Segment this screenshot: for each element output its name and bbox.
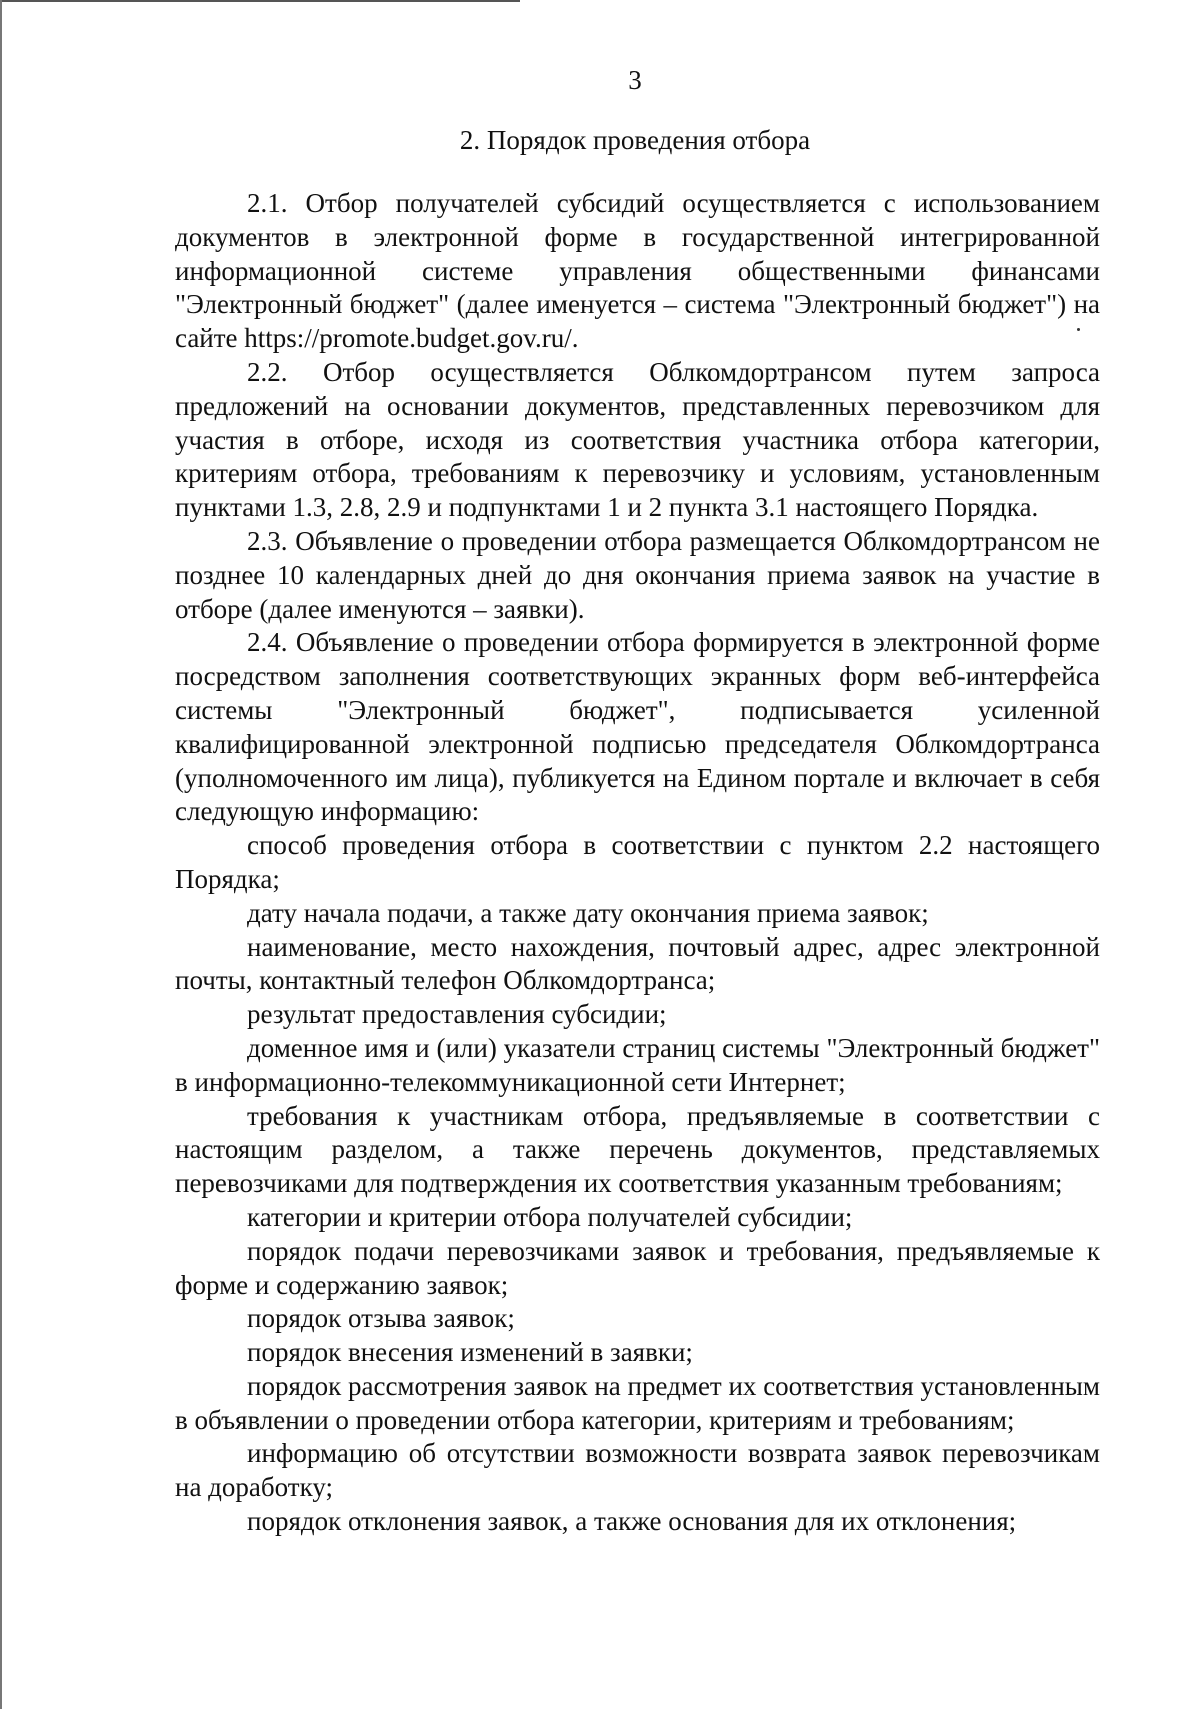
scan-left-edge xyxy=(0,0,2,1709)
list-item-requirements: требования к участникам отбора, предъявляемые в соответствии с настоящим разделом, а также перечень документов, представляемых перевозчиками для подтверждения их соответствия указанным требованиям; xyxy=(175,1100,1100,1199)
scan-top-edge xyxy=(0,0,520,2)
list-item-domain: доменное имя и (или) указатели страниц системы "Электронный бюджет" в информационно-телекоммуникационной сети Интернет; xyxy=(175,1032,1100,1097)
paragraph-2-4: 2.4. Объявление о проведении отбора формируется в электронной форме посредством заполнения соответствующих экранных форм веб-интерфейса системы "Электронный бюджет", подписывается усиленной квалифицированной электронной подписью председателя Облкомдортранса (уполномоченного им лица), публикуется на Едином портале и включает в себя следующую информацию: xyxy=(175,627,1100,827)
paragraph-2-1: 2.1. Отбор получателей субсидий осуществляется с использованием документов в электронной форме в государственной интегрированной информационной системе управления общественными финансами "Электронный бюджет" (далее именуется – система "Электронный бюджет") на сайте https://promote.budget.gov.ru/. xyxy=(175,188,1100,354)
list-item-no-return: информацию об отсутствии возможности возврата заявок перевозчикам на доработку; xyxy=(175,1438,1100,1503)
list-item-withdrawal: порядок отзыва заявок; xyxy=(247,1303,515,1334)
list-item-dates: дату начала подачи, а также дату окончания приема заявок; xyxy=(247,897,929,928)
list-item-result: результат предоставления субсидии; xyxy=(247,999,667,1030)
list-item-review: порядок рассмотрения заявок на предмет их соответствия установленным в объявлении о проведении отбора категории, критериям и требованиям; xyxy=(175,1370,1100,1435)
list-item-submission-order: порядок подачи перевозчиками заявок и требования, предъявляемые к форме и содержанию заявок; xyxy=(175,1235,1100,1300)
section-title: 2. Порядок проведения отбора xyxy=(459,125,811,155)
paragraph-2-3: 2.3. Объявление о проведении отбора размещается Облкомдортрансом не позднее 10 календарных дней до дня окончания приема заявок на участие в отборе (далее именуются – заявки). xyxy=(175,525,1100,624)
list-item-categories: категории и критерии отбора получателей субсидии; xyxy=(247,1201,853,1232)
document-body xyxy=(175,187,1100,1539)
paragraph-2-2: 2.2. Отбор осуществляется Облкомдортрансом путем запроса предложений на основании документов, представленных перевозчиком для участия в отборе, исходя из соответствия участника отбора категории, критериям отбора, требованиям к перевозчику и условиям, установленным пунктами 1.3, 2.8, 2.9 и подпунктами 1 и 2 пункта 3.1 настоящего Порядка. xyxy=(175,356,1100,523)
list-item-rejection: порядок отклонения заявок, а также основания для их отклонения; xyxy=(247,1506,1017,1537)
list-item-contacts: наименование, место нахождения, почтовый адрес, адрес электронной почты, контактный телефон Облкомдортранса; xyxy=(175,931,1100,996)
list-item-amendments: порядок внесения изменений в заявки; xyxy=(247,1337,693,1368)
page-number: 3 xyxy=(628,65,642,95)
list-item-selection-method: способ проведения отбора в соответствии с пунктом 2.2 настоящего Порядка; xyxy=(175,830,1100,894)
